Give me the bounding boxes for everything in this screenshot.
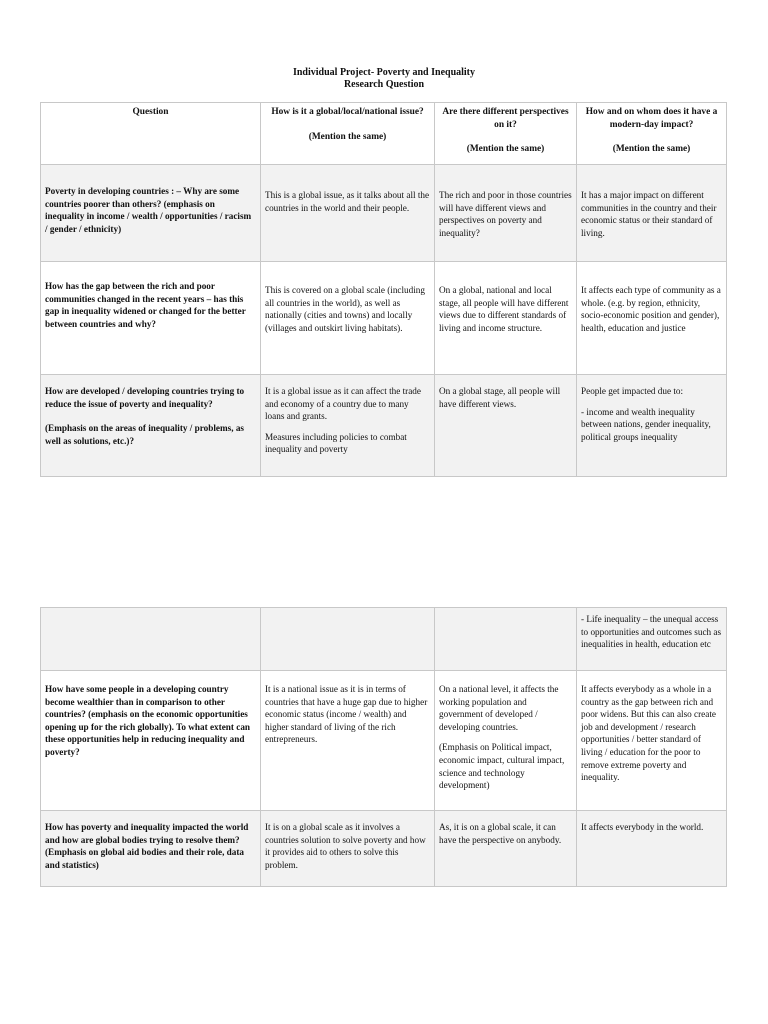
perspectives-cell: [435, 671, 577, 811]
impact-cell: It has a major impact on different communities in the country and their economic status or their standard of living.: [577, 165, 727, 262]
column-header-scale: How is it a global/local/national issue? (Mention the same): [261, 103, 435, 165]
perspectives-cell: [435, 608, 577, 671]
question-cell: How have some people in a developing country become wealthier than in comparison to other countries? (emphasis on the economic opportunities opening up for the rich globally). To what extent can these opportunities help in reducing inequality and poverty?: [41, 671, 261, 811]
column-header-question: Question: [41, 103, 261, 165]
page-subtitle: Research Question: [343, 79, 425, 90]
table-row: [41, 165, 727, 262]
scale-text: It is a global issue as it can affect the trade and economy of a country due to many loans and grants.: [265, 386, 421, 422]
table-row: [41, 262, 727, 375]
scale-cell: This is a global issue, as it talks about all the countries in the world and their people.: [261, 165, 435, 262]
column-header-perspectives: Are there different perspectives on it? (Mention the same): [435, 103, 577, 165]
perspectives-cell: On a global, national and local stage, all people will have different views due to different standards of living and income structure.: [435, 262, 577, 375]
impact-cell: It affects everybody as a whole in a country as the gap between rich and poor widens. But this can also create job and development / research opportunities / better standard of living / education for the poor to remove extreme poverty and inequality.: [577, 671, 727, 811]
scale-cell: This is covered on a global scale (including all countries in the world), as well as nationally (cities and towns) and locally (villages and outskirt living habitats).: [261, 262, 435, 375]
table-header-row: [41, 103, 727, 165]
question-note: (Emphasis on the areas of inequality / problems, as well as solutions, etc.)?: [45, 423, 245, 446]
perspectives-cell: On a global stage, all people will have different views.: [435, 375, 577, 477]
perspectives-cell: The rich and poor in those countries will have different views and perspectives on poverty and inequality?: [435, 165, 577, 262]
table-row: [41, 608, 727, 671]
impact-cell: It affects each type of community as a whole. (e.g. by region, ethnicity, socio-economic position and gender), health, education and justice: [577, 262, 727, 375]
impact-text: People get impacted due to:: [581, 386, 684, 396]
research-table-continued: [40, 607, 727, 887]
scale-cell: It is a national issue as it is in terms of countries that have a huge gap due to higher economic status (income / wealth) and higher standard of living of the rich entrepreneurs.: [261, 671, 435, 811]
question-cell: How has the gap between the rich and poor communities changed in the recent years – has this gap in inequality widened or changed for the better between countries and why?: [41, 262, 261, 375]
impact-cell: [577, 375, 727, 477]
page-title: Individual Project- Poverty and Inequality: [292, 67, 476, 78]
perspectives-text: On a national level, it affects the working population and government of developed / developing countries.: [439, 684, 559, 732]
research-table: [40, 102, 727, 477]
column-header-impact: How and on whom does it have a modern-day impact? (Mention the same): [577, 103, 727, 165]
table-row: [41, 375, 727, 477]
scale-cell: [261, 375, 435, 477]
question-cell: How has poverty and inequality impacted the world and how are global bodies trying to resolve them? (Emphasis on global aid bodies and their role, data and statistics): [41, 811, 261, 887]
question-text: How are developed / developing countries trying to reduce the issue of poverty and inequality?: [45, 386, 245, 409]
table-row: [41, 671, 727, 811]
perspectives-note: (Emphasis on Political impact, economic impact, cultural impact, science and technology development): [439, 742, 565, 791]
question-cell: [41, 375, 261, 477]
question-cell: [41, 608, 261, 671]
table-row: [41, 811, 727, 887]
impact-cell: - Life inequality – the unequal access to opportunities and outcomes such as inequalities in health, education etc: [577, 608, 727, 671]
impact-cell: It affects everybody in the world.: [577, 811, 727, 887]
perspectives-cell: As, it is on a global scale, it can have the perspective on anybody.: [435, 811, 577, 887]
question-cell: Poverty in developing countries : – Why are some countries poorer than others? (emphasis on inequality in income / wealth / opportunities / racism / gender / ethnicity): [41, 165, 261, 262]
scale-note: Measures including policies to combat inequality and poverty: [265, 431, 407, 455]
scale-cell: [261, 608, 435, 671]
impact-note: - income and wealth inequality between nations, gender inequality, political groups inequality: [581, 406, 711, 442]
scale-cell: It is on a global scale as it involves a countries solution to solve poverty and how it provides aid to others to solve this problem.: [261, 811, 435, 887]
